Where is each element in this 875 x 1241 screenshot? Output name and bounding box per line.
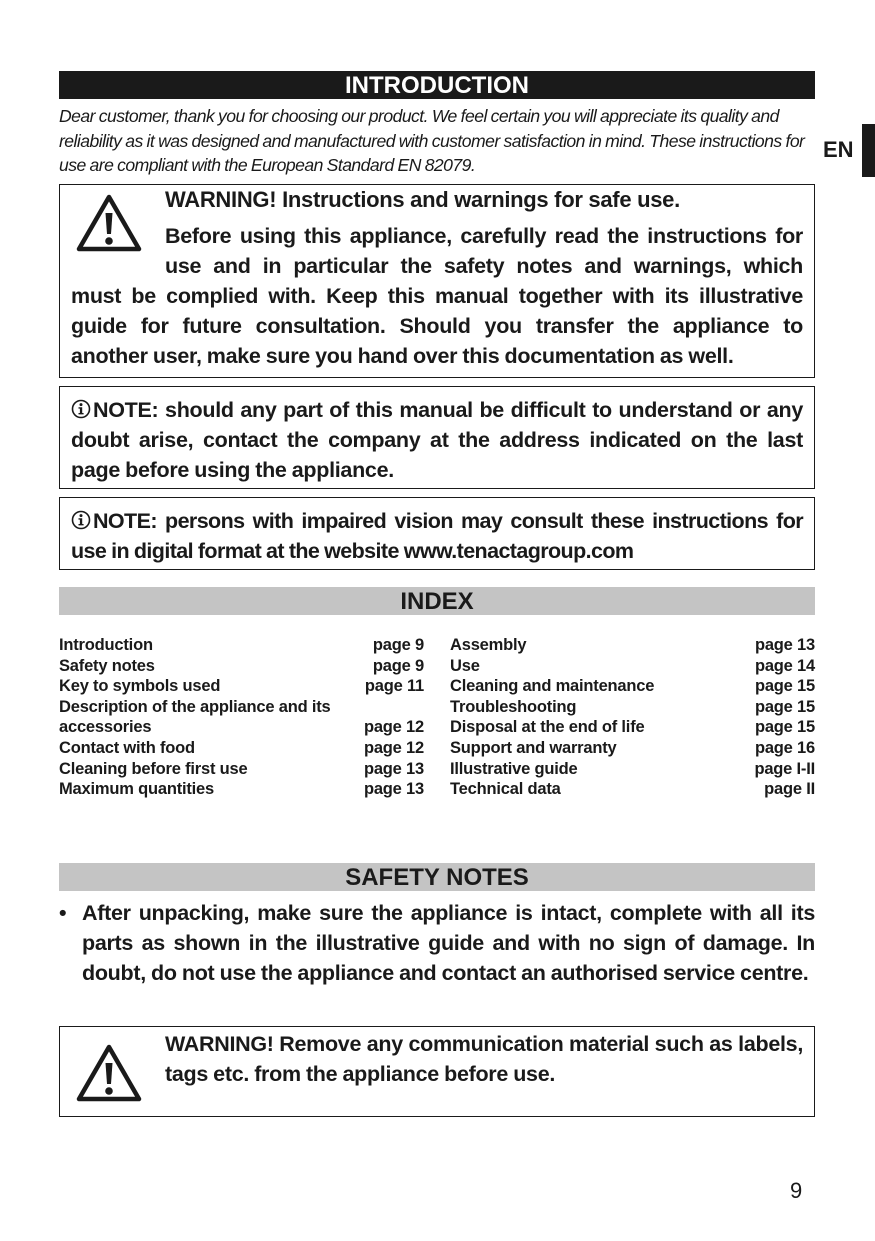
index-entry-page: page 15 [754,697,815,716]
index-entry[interactable] [59,656,424,677]
warning-text-beside-icon: Before using this appliance, carefully read the instructions for use and in particular the safety notes and warnings, which [165,224,803,278]
index-entry-page: page 16 [754,738,815,757]
warning-title: WARNING! Instructions and warnings for safe use. [165,187,680,212]
index-entry[interactable] [450,676,815,697]
index-entry-label: Contact with food [59,738,195,757]
index-entry-page: page 13 [363,780,424,799]
index-entry-label: Maximum quantities [59,780,215,799]
index-entry-page: page II [764,780,815,799]
introduction-paragraph: Dear customer, thank you for choosing our product. We feel certain you will appreciate its quality and reliability as it was designed and manufactured with customer satisfaction in mind. These instructions for use are compliant with the European Standard EN 82079. [59,106,805,175]
safety-warning-box [59,184,815,378]
index-right-column [450,635,815,800]
introduction-heading: INTRODUCTION [59,71,815,99]
index-entry-page: page 13 [363,759,424,778]
index-entry-label: Cleaning and maintenance [450,677,655,696]
index-left-column [59,635,424,800]
index-entry[interactable] [450,656,815,677]
safety-notes-heading: SAFETY NOTES [59,863,815,891]
note-text: NOTE: persons with impaired vision may consult these instructions for use in digital format at the website www.tenactagroup.com [71,509,803,563]
index-entry[interactable] [59,635,424,656]
index-entry[interactable] [450,717,815,738]
page-number: 9 [790,1178,803,1203]
safety-note-text: After unpacking, make sure the appliance is intact, complete with all its parts as shown in the illustrative guide and with no sign of damage. In doubt, do not use the appliance and contact an authorised service centre. [82,901,815,985]
index-entry[interactable] [59,759,424,780]
note-text: NOTE: should any part of this manual be difficult to understand or any doubt arise, contact the company at the address indicated on the last page before using the appliance. [71,398,803,482]
index-entry-label: Illustrative guide [450,759,578,778]
safety-notes-list [59,898,815,988]
warning-triangle-icon [75,193,143,253]
index-heading: INDEX [59,587,815,615]
index-entry-label: Use [450,656,480,675]
index-entry-page: page 15 [754,677,815,696]
index-entry[interactable] [450,779,815,800]
note-box [59,497,815,570]
index-entry-label: Troubleshooting [450,697,577,716]
list-item [59,898,815,988]
index-entry[interactable] [59,676,424,697]
index-entry-label: Cleaning before first use [59,759,248,778]
index-entry-label: Assembly [450,636,527,654]
index-entry-page: page 9 [372,656,424,675]
bullet-icon: • [59,901,67,925]
warning-triangle-icon [75,1043,143,1103]
index-entry-label: Introduction [59,636,153,654]
index-entry-page: page 9 [372,636,424,654]
note-box [59,386,815,489]
index-entry-label: Technical data [450,780,561,799]
index-entry[interactable] [59,717,424,738]
index-entry[interactable] [59,697,424,718]
warning-text-full: must be complied with. Keep this manual together with its illustrative guide for future consultation. Should you transfer the appliance to another user, make sure you hand over this documentation as well. [71,284,803,368]
index-entry[interactable] [450,697,815,718]
language-tab-marker [862,124,875,177]
index-entry-page: page 12 [363,738,424,757]
index-entry-label: Disposal at the end of life [450,718,645,737]
index-entry[interactable] [450,738,815,759]
index-entry[interactable] [59,738,424,759]
index-entry-page: page 12 [363,718,424,737]
index-entry-label: Support and warranty [450,738,617,757]
index-entry-page: page 15 [754,718,815,737]
index-entry-page: page 11 [364,677,424,696]
index-entry-label: Key to symbols used [59,677,221,696]
remove-material-warning-text: WARNING! Remove any communication material such as labels, tags etc. from the appliance before use. [165,1032,803,1086]
index-entry-page: page 13 [754,636,815,654]
index-entry-label: Safety notes [59,656,155,675]
index-entry-page: page 14 [754,656,815,675]
index-entry[interactable] [450,759,815,780]
index-entry-label: accessories [59,718,152,737]
info-circle-icon [71,399,91,419]
index-entry-label: Description of the appliance and its [59,697,331,716]
index-entry[interactable] [450,635,815,656]
info-circle-icon [71,510,91,530]
remove-material-warning-box [59,1026,815,1117]
language-tag: EN [823,137,854,162]
index-entry-page: page I-II [754,759,815,778]
index-entry[interactable] [59,779,424,800]
